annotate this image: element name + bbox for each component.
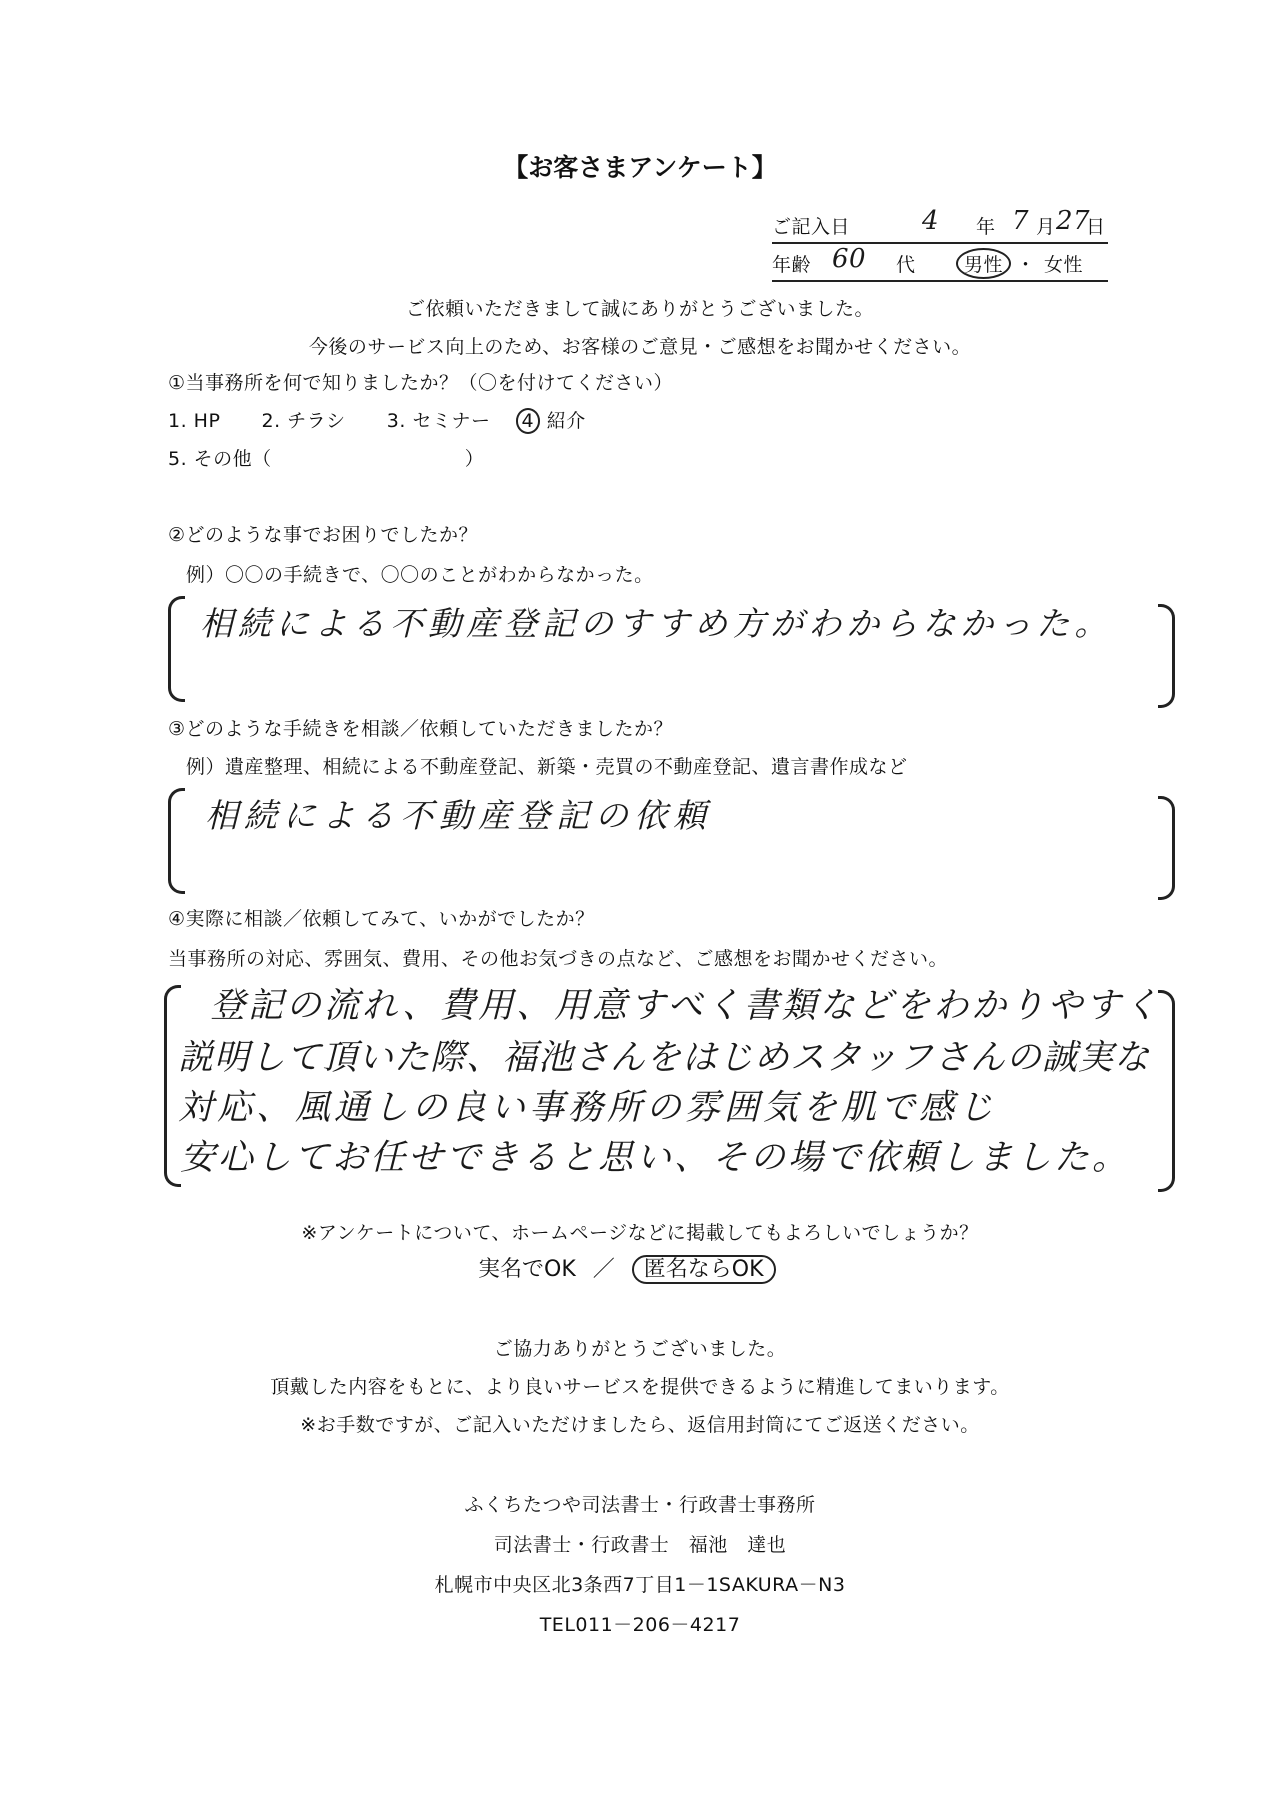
- entry-month-value: 7: [1012, 206, 1030, 236]
- entry-year-unit: 年: [976, 216, 996, 238]
- q2-bracket-right: [1158, 604, 1175, 708]
- publish-slash: ／: [592, 1257, 615, 1282]
- publish-option-real-name: 実名でOK: [478, 1257, 576, 1282]
- publish-question: ※アンケートについて、ホームページなどに掲載してもよろしいでしょうか？: [301, 1222, 979, 1244]
- office-address: 札幌市中央区北3条西7丁目1－1SAKURA－N3: [434, 1574, 846, 1596]
- office-tel: TEL011－206－4217: [539, 1614, 741, 1636]
- q1-option-seminar: 3. セミナー: [386, 410, 491, 432]
- q3-bracket-left: [168, 788, 185, 894]
- gender-male: 男性: [964, 254, 1004, 276]
- gender-separator: ・: [1016, 254, 1036, 276]
- q1-question: ①当事務所を何で知りましたか？（〇を付けてください）: [168, 372, 674, 394]
- intro-line-2: 今後のサービス向上のため、お客様のご意見・ご感想をお聞かせください。: [308, 336, 972, 358]
- q2-question: ②どのような事でお困りでしたか？: [168, 524, 479, 546]
- age-value: 60: [832, 244, 867, 274]
- office-name: ふくちたつや司法書士・行政書士事務所: [464, 1494, 816, 1516]
- q1-options: [168, 406, 586, 434]
- q4-prompt: 当事務所の対応、雰囲気、費用、その他お気づきの点など、ご感想をお聞かせください。: [168, 948, 949, 970]
- office-representative: 司法書士・行政書士 福池 達也: [493, 1534, 787, 1556]
- closing-line-3: ※お手数ですが、ご記入いただけましたら、返信用封筒にてご返送ください。: [300, 1414, 980, 1436]
- q1-option-referral: 紹介: [546, 410, 586, 432]
- entry-day-unit: 日: [1086, 216, 1106, 238]
- q3-question: ③どのような手続きを相談／依頼していただきましたか？: [168, 718, 674, 740]
- entry-date-label: ご記入日: [772, 216, 851, 238]
- survey-title: 【お客さまアンケート】: [503, 153, 777, 182]
- q4-question: ④実際に相談／依頼してみて、いかがでしたか？: [168, 908, 595, 930]
- age-unit: 代: [896, 254, 916, 276]
- entry-month-unit: 月: [1036, 216, 1056, 238]
- q1-option-other: [168, 444, 484, 471]
- q2-bracket-left: [168, 596, 185, 702]
- entry-year-value: 4: [922, 206, 940, 236]
- entry-date-row: [772, 206, 1108, 244]
- age-gender-row: [772, 244, 1108, 282]
- q2-answer: 相続による不動産登記のすすめ方がわからなかった。: [200, 604, 1113, 643]
- q1-option-other-label: 5. その他（: [168, 448, 272, 470]
- closing-line-1: ご協力ありがとうございました。: [493, 1338, 787, 1360]
- q3-example: 例）遺産整理、相続による不動産登記、新築・売買の不動産登記、遺言書作成など: [186, 756, 908, 778]
- q1-option-4-number: 4: [521, 410, 535, 432]
- gender-male-circled: [956, 248, 1011, 279]
- q4-answer-line-4: 安心してお任せできると思い、その場で依頼しました。: [180, 1138, 1131, 1178]
- q4-answer-line-3: 対応、風通しの良い事務所の雰囲気を肌で感じ: [178, 1088, 998, 1128]
- q4-answer-line-1: 登記の流れ、費用、用意すべく書類などをわかりやすく: [210, 986, 1162, 1026]
- q3-bracket-right: [1158, 796, 1175, 900]
- q3-answer: 相続による不動産登記の依頼: [205, 796, 712, 835]
- gender-female: 女性: [1044, 254, 1084, 276]
- q1-option-4-circled: [516, 408, 541, 434]
- q4-answer-line-2: 説明して頂いた際、福池さんをはじめスタッフさんの誠実な: [178, 1038, 1151, 1078]
- age-label: 年齢: [772, 254, 812, 276]
- q1-option-flyer: 2. チラシ: [261, 410, 346, 432]
- closing-line-2: 頂戴した内容をもとに、より良いサービスを提供できるように精進してまいります。: [270, 1376, 1010, 1398]
- publish-options: [478, 1252, 776, 1283]
- q2-example: 例）〇〇の手続きで、〇〇のことがわからなかった。: [186, 564, 654, 586]
- intro-line-1: ご依頼いただきまして誠にありがとうございました。: [405, 298, 874, 320]
- publish-option-anonymous: 匿名ならOK: [632, 1255, 776, 1284]
- q1-option-other-close: ）: [464, 448, 485, 470]
- q1-option-hp: 1. HP: [168, 410, 221, 432]
- entry-day-value: 27: [1056, 206, 1091, 236]
